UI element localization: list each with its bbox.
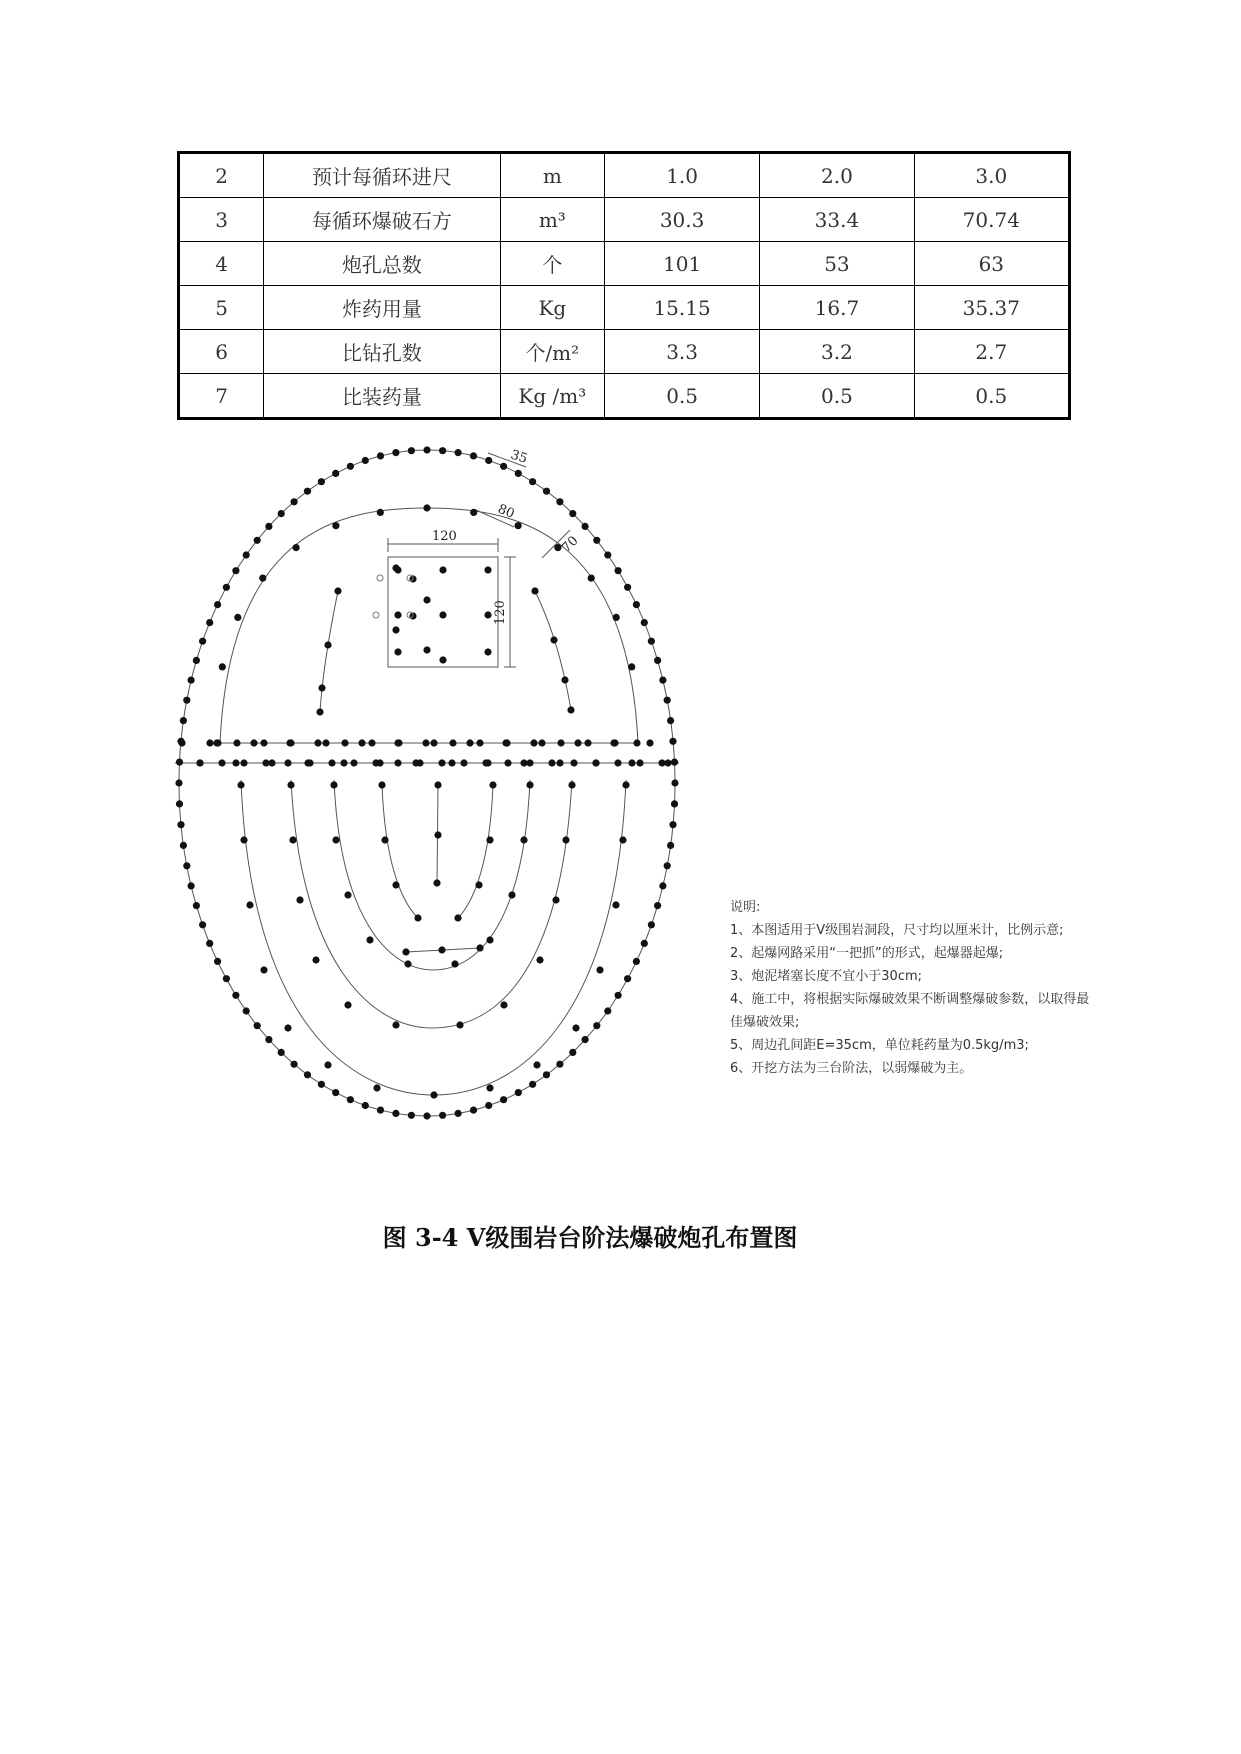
table-row	[179, 374, 1070, 419]
blast-hole	[669, 821, 676, 828]
blast-hole	[332, 836, 339, 843]
blast-hole	[556, 498, 563, 505]
blast-hole	[289, 836, 296, 843]
blast-hole	[306, 759, 313, 766]
blast-hole	[423, 646, 430, 653]
blast-hole	[394, 648, 401, 655]
blast-hole	[240, 836, 247, 843]
table-cell: 1.0	[604, 153, 759, 198]
cut-height-label: 120	[493, 600, 508, 625]
note-line: 4、施工中，将根据实际爆破效果不断调整爆破参数，以取得最佳爆破效果;	[730, 992, 1090, 1030]
blast-hole	[332, 470, 339, 477]
table-cell: 每循环爆破石方	[264, 198, 501, 242]
blast-hole	[318, 478, 325, 485]
blast-hole	[449, 739, 456, 746]
blast-hole	[671, 759, 678, 766]
blast-hole	[193, 657, 200, 664]
empty-hole	[373, 612, 379, 618]
blast-hole	[612, 901, 619, 908]
blast-hole	[324, 641, 331, 648]
table-cell: 15.15	[604, 286, 759, 330]
blast-hole	[293, 544, 300, 551]
blast-hole	[624, 584, 631, 591]
blast-hole	[588, 575, 595, 582]
table-cell: 101	[604, 242, 759, 286]
blast-hole	[567, 706, 574, 713]
blast-hole	[671, 800, 678, 807]
blast-hole	[557, 739, 564, 746]
table-cell: 个	[500, 242, 604, 286]
blast-hole	[485, 1102, 492, 1109]
table-cell: 33.4	[760, 198, 914, 242]
blast-hole	[334, 587, 341, 594]
table-cell: 0.5	[914, 374, 1069, 419]
blast-hole	[199, 921, 206, 928]
blast-hole	[223, 975, 230, 982]
blast-hole	[344, 1001, 351, 1008]
table-cell: 6	[179, 330, 264, 374]
table-cell: 0.5	[604, 374, 759, 419]
blast-hole	[592, 759, 599, 766]
blast-hole	[550, 636, 557, 643]
blast-hole	[619, 836, 626, 843]
empty-hole	[377, 575, 383, 581]
table-cell: 炸药用量	[264, 286, 501, 330]
blast-hole	[423, 1112, 430, 1119]
blast-hole	[531, 587, 538, 594]
table-cell: 30.3	[604, 198, 759, 242]
blast-hole	[486, 836, 493, 843]
blast-hole	[570, 759, 577, 766]
blast-hole	[470, 452, 477, 459]
blast-hole	[324, 1061, 331, 1068]
blast-hole	[377, 509, 384, 516]
blast-hole	[394, 759, 401, 766]
blast-hole	[466, 739, 473, 746]
blast-hole	[615, 992, 622, 999]
table-cell: Kg	[500, 286, 604, 330]
blast-hole	[214, 601, 221, 608]
blast-hole	[232, 567, 239, 574]
blast-hole	[196, 759, 203, 766]
table-cell: 35.37	[914, 286, 1069, 330]
blast-hole	[395, 739, 402, 746]
blast-hole	[265, 523, 272, 530]
blast-hole	[529, 1081, 536, 1088]
blast-hole	[328, 759, 335, 766]
blast-hole	[262, 759, 269, 766]
table-cell: m³	[500, 198, 604, 242]
blast-hole	[628, 663, 635, 670]
note-line: 3、炮泥堵塞长度不宜小于30cm;	[730, 969, 923, 984]
blast-hole	[593, 537, 600, 544]
blast-hole	[243, 1007, 250, 1014]
blast-hole	[434, 831, 441, 838]
blast-hole	[414, 914, 421, 921]
blast-hole	[552, 896, 559, 903]
blast-hole	[304, 488, 311, 495]
blast-hole	[648, 638, 655, 645]
blast-hole	[316, 708, 323, 715]
blast-hole	[482, 759, 489, 766]
blast-hole	[434, 781, 441, 788]
blast-hole	[484, 611, 491, 618]
blast-hole	[332, 522, 339, 529]
blast-hole	[628, 759, 635, 766]
blast-hole	[556, 1061, 563, 1068]
blast-hole	[322, 739, 329, 746]
blast-hole	[218, 759, 225, 766]
blast-hole	[278, 510, 285, 517]
blast-hole	[368, 739, 375, 746]
blast-hole	[568, 781, 575, 788]
blast-hole	[543, 488, 550, 495]
blast-hole	[175, 779, 182, 786]
blast-hole	[377, 1107, 384, 1114]
blast-hole	[486, 1084, 493, 1091]
blast-hole	[362, 1102, 369, 1109]
blast-hole	[508, 891, 515, 898]
blast-hole	[455, 449, 462, 456]
blast-hole	[206, 739, 213, 746]
blast-hole	[654, 902, 661, 909]
blast-hole	[178, 739, 185, 746]
table-cell: 3	[179, 198, 264, 242]
blast-hole	[641, 619, 648, 626]
blast-hole	[515, 522, 522, 529]
blast-hole	[622, 781, 629, 788]
blast-hole	[604, 551, 611, 558]
blast-hole	[416, 759, 423, 766]
blast-hole	[484, 566, 491, 573]
note-line: 5、周边孔间距E=35cm，单位耗药量为0.5kg/m3;	[730, 1038, 1029, 1053]
blast-hole	[611, 739, 618, 746]
blast-hole	[615, 567, 622, 574]
blast-hole	[232, 992, 239, 999]
blast-hole	[373, 1084, 380, 1091]
table-cell: 3.3	[604, 330, 759, 374]
blast-hole	[641, 940, 648, 947]
blast-hole	[433, 879, 440, 886]
blast-hole	[526, 781, 533, 788]
blast-hole	[392, 1021, 399, 1028]
blast-hole	[664, 697, 671, 704]
blast-hole	[489, 781, 496, 788]
table-row	[179, 242, 1070, 286]
blast-hole	[667, 717, 674, 724]
blast-hole	[366, 936, 373, 943]
table-cell: 比装药量	[264, 374, 501, 419]
blast-hole	[430, 739, 437, 746]
blast-hole	[500, 463, 507, 470]
blast-hole	[176, 759, 183, 766]
blast-hole	[543, 1071, 550, 1078]
blast-hole	[515, 1089, 522, 1096]
table-cell: 0.5	[760, 374, 914, 419]
blast-hole	[404, 960, 411, 967]
blast-hole	[176, 800, 183, 807]
blast-hole	[206, 940, 213, 947]
blast-hole	[614, 759, 621, 766]
blast-hole	[177, 821, 184, 828]
blast-hole	[232, 759, 239, 766]
blast-hole	[659, 882, 666, 889]
blast-hole	[219, 663, 226, 670]
inner-spacing-label: 80	[495, 501, 517, 522]
blast-hole	[633, 601, 640, 608]
blast-hole	[260, 966, 267, 973]
blast-hole	[538, 739, 545, 746]
ring-offset-label: 70	[559, 533, 582, 556]
blast-hole	[422, 739, 429, 746]
blast-hole	[214, 958, 221, 965]
note-line: 2、起爆网路采用“一把抓”的形式，起爆器起爆;	[730, 946, 1004, 961]
table-cell: 2.0	[760, 153, 914, 198]
blast-hole	[250, 739, 257, 746]
blast-hole	[265, 1036, 272, 1043]
blast-hole	[526, 759, 533, 766]
table-cell: 3.0	[914, 153, 1069, 198]
table-cell: 炮孔总数	[264, 242, 501, 286]
blast-hole	[423, 504, 430, 511]
blast-hole	[485, 457, 492, 464]
blast-hole	[243, 551, 250, 558]
blast-hole	[381, 836, 388, 843]
blast-hole	[448, 759, 455, 766]
blast-hole	[260, 739, 267, 746]
blast-hole	[658, 759, 665, 766]
blast-hole	[318, 684, 325, 691]
blast-hole	[392, 881, 399, 888]
blast-hole	[284, 759, 291, 766]
blast-hole	[484, 648, 491, 655]
table-cell: 5	[179, 286, 264, 330]
table-cell: 16.7	[760, 286, 914, 330]
blast-hole	[423, 596, 430, 603]
blast-hole	[206, 619, 213, 626]
blast-hole	[584, 739, 591, 746]
blast-hole	[667, 842, 674, 849]
blast-hole	[377, 452, 384, 459]
blast-hole	[454, 914, 461, 921]
blast-hole	[659, 677, 666, 684]
blast-hole	[193, 902, 200, 909]
blast-hole	[278, 1049, 285, 1056]
blast-hole	[392, 564, 399, 571]
blast-hole	[596, 966, 603, 973]
blast-hole	[392, 626, 399, 633]
blast-hole	[287, 739, 294, 746]
blast-hole	[188, 882, 195, 889]
blast-hole	[304, 1071, 311, 1078]
blast-hole	[287, 781, 294, 788]
blast-hole	[183, 862, 190, 869]
blast-hole	[520, 836, 527, 843]
blast-hole	[350, 759, 357, 766]
blast-hole	[654, 657, 661, 664]
blast-hole	[593, 1022, 600, 1029]
blast-hole	[536, 956, 543, 963]
blast-hole	[439, 1112, 446, 1119]
table-row	[179, 330, 1070, 374]
blast-hole	[439, 611, 446, 618]
blast-hole	[372, 759, 379, 766]
blast-hole	[378, 781, 385, 788]
blast-hole	[451, 960, 458, 967]
blast-hole	[362, 457, 369, 464]
blast-hole	[430, 1091, 437, 1098]
blast-hole	[613, 614, 620, 621]
table-row	[179, 286, 1070, 330]
blast-hole	[332, 1089, 339, 1096]
blast-hole	[582, 523, 589, 530]
blast-hole	[624, 975, 631, 982]
blast-hole	[574, 739, 581, 746]
blast-hole	[460, 759, 467, 766]
table-cell: 7	[179, 374, 264, 419]
blast-hole	[438, 946, 445, 953]
blast-hole	[582, 1036, 589, 1043]
blast-hole	[199, 638, 206, 645]
blast-hole	[314, 739, 321, 746]
blast-hole	[240, 759, 247, 766]
blast-hole	[475, 881, 482, 888]
blast-hole	[530, 739, 537, 746]
blast-hole	[259, 575, 266, 582]
table-cell: 53	[760, 242, 914, 286]
blast-hole-layout-diagram	[170, 440, 700, 1180]
blast-hole	[233, 739, 240, 746]
blast-hole	[500, 1096, 507, 1103]
blast-hole	[439, 566, 446, 573]
blast-hole	[347, 1096, 354, 1103]
blast-hole	[648, 921, 655, 928]
table-cell: 3.2	[760, 330, 914, 374]
blast-hole	[330, 781, 337, 788]
blast-hole	[254, 537, 261, 544]
blast-hole	[604, 1007, 611, 1014]
blast-hole	[671, 779, 678, 786]
blast-hole	[533, 1061, 540, 1068]
blast-hole	[341, 739, 348, 746]
table-cell: 预计每循环进尺	[264, 153, 501, 198]
notes-title: 说明:	[730, 900, 761, 915]
blast-hole	[500, 1001, 507, 1008]
blast-hole	[347, 463, 354, 470]
blast-hole	[669, 738, 676, 745]
blast-hole	[284, 1024, 291, 1031]
table-cell: Kg /m³	[500, 374, 604, 419]
cut-width-label: 120	[432, 529, 457, 544]
blast-hole	[223, 584, 230, 591]
table-cell: 4	[179, 242, 264, 286]
blast-hole	[180, 842, 187, 849]
blast-hole	[456, 1021, 463, 1028]
blast-hole	[548, 759, 555, 766]
blast-hole	[636, 759, 643, 766]
blast-hole	[291, 1061, 298, 1068]
blast-hole	[214, 739, 221, 746]
blast-hole	[438, 759, 445, 766]
blast-hole	[664, 862, 671, 869]
figure-caption: 图 3-4 Ⅴ级围岩台阶法爆破炮孔布置图	[382, 1223, 798, 1252]
blast-hole	[344, 891, 351, 898]
blast-hole	[476, 944, 483, 951]
notes-block	[730, 896, 1090, 1080]
blast-hole	[646, 739, 653, 746]
note-line: 6、开挖方法为三台阶法，以弱爆破为主。	[730, 1061, 973, 1076]
blast-hole	[358, 739, 365, 746]
blast-hole	[234, 614, 241, 621]
blast-hole	[188, 677, 195, 684]
blast-hole	[572, 1024, 579, 1031]
blast-hole	[633, 739, 640, 746]
blast-hole	[633, 958, 640, 965]
blast-hole	[439, 656, 446, 663]
blast-hole	[392, 1110, 399, 1117]
blast-hole	[237, 781, 244, 788]
blast-hole	[470, 509, 477, 516]
blast-hole	[561, 676, 568, 683]
table-row	[179, 153, 1070, 198]
blast-hole	[254, 1022, 261, 1029]
blast-hole	[423, 446, 430, 453]
blast-hole	[503, 739, 510, 746]
blast-hole	[562, 836, 569, 843]
blast-hole	[312, 956, 319, 963]
blast-hole	[392, 449, 399, 456]
blast-hole	[529, 478, 536, 485]
blast-hole	[296, 896, 303, 903]
note-line: 1、本图适用于Ⅴ级围岩洞段，尺寸均以厘米计，比例示意;	[730, 923, 1064, 938]
blast-hole	[183, 697, 190, 704]
blast-hole	[470, 1107, 477, 1114]
blast-hole	[402, 948, 409, 955]
parameter-table	[177, 151, 1071, 420]
blast-hole	[504, 759, 511, 766]
blast-hole	[486, 936, 493, 943]
blast-hole	[318, 1081, 325, 1088]
blast-hole	[439, 447, 446, 454]
table-cell: 个/m²	[500, 330, 604, 374]
blast-hole	[515, 470, 522, 477]
table-cell: 70.74	[914, 198, 1069, 242]
blast-hole	[246, 901, 253, 908]
blast-hole	[455, 1110, 462, 1117]
blast-hole	[556, 759, 563, 766]
blast-hole	[408, 447, 415, 454]
table-cell: m	[500, 153, 604, 198]
blast-hole	[340, 759, 347, 766]
blast-hole	[569, 510, 576, 517]
blast-hole	[569, 1049, 576, 1056]
table-row	[179, 198, 1070, 242]
table-cell: 比钻孔数	[264, 330, 501, 374]
blast-hole	[180, 717, 187, 724]
table-cell: 2.7	[914, 330, 1069, 374]
blast-hole	[291, 498, 298, 505]
blast-hole	[408, 1112, 415, 1119]
blast-hole	[476, 739, 483, 746]
table-cell: 2	[179, 153, 264, 198]
perimeter-spacing-label: 35	[508, 447, 530, 467]
table-cell: 63	[914, 242, 1069, 286]
blast-hole	[394, 611, 401, 618]
